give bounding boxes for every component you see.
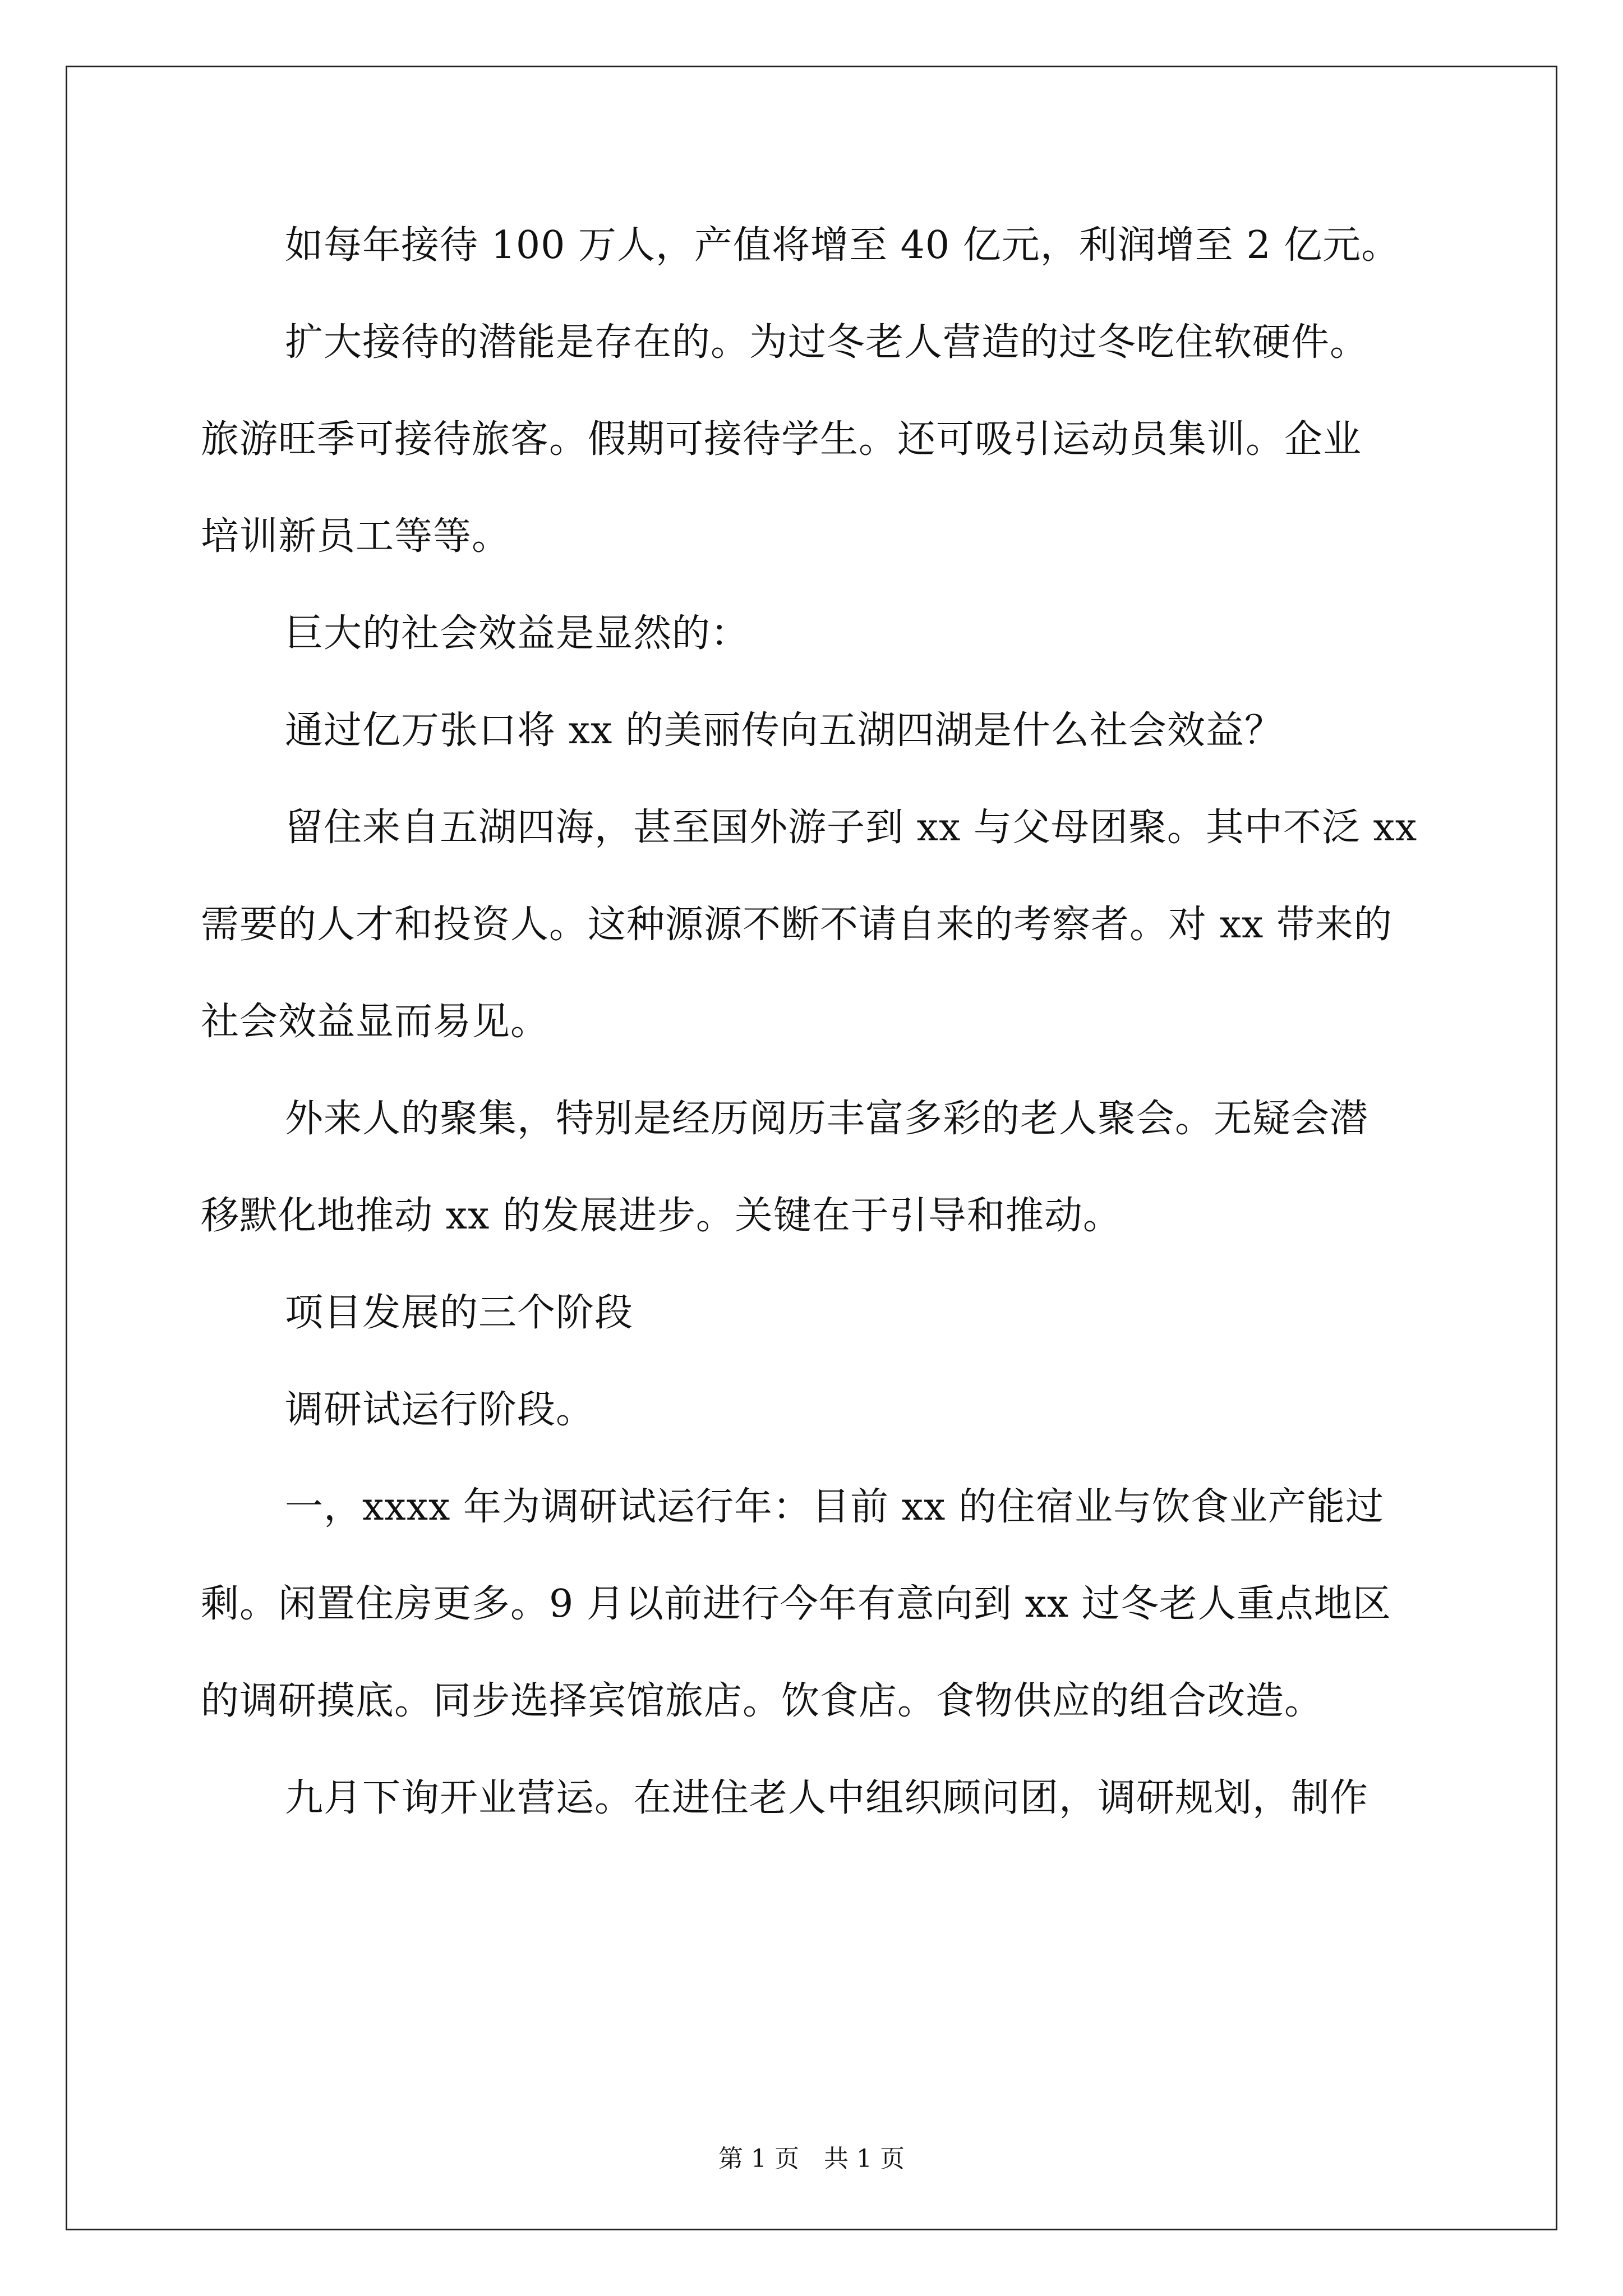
paragraph-line: 通过亿万张口将 xx 的美丽传向五湖四湖是什么社会效益？ <box>285 708 1283 753</box>
page-number-footer: 第 1 页 共 1 页 <box>718 2145 905 2173</box>
paragraph-line: 培训新员工等等。 <box>201 514 511 559</box>
paragraph-line: 巨大的社会效益是显然的： <box>285 611 750 656</box>
paragraph-line: 剩。闲置住房更多。9 月以前进行今年有意向到 xx 过冬老人重点地区 <box>201 1582 1391 1626</box>
paragraph-line: 旅游旺季可接待旅客。假期可接待学生。还可吸引运动员集训。企业 <box>201 417 1362 462</box>
paragraph-line: 社会效益显而易见。 <box>201 1000 550 1044</box>
paragraph-line: 如每年接待 100 万人，产值将增至 40 亿元，利润增至 2 亿元。 <box>285 223 1400 268</box>
paragraph-line: 移默化地推动 xx 的发展进步。关键在于引导和推动。 <box>201 1194 1122 1238</box>
paragraph-line: 留住来自五湖四海，甚至国外游子到 xx 与父母团聚。其中不泛 xx <box>285 806 1418 850</box>
section-heading: 项目发展的三个阶段 <box>285 1291 634 1335</box>
paragraph-line: 的调研摸底。同步选择宾馆旅店。饮食店。食物供应的组合改造。 <box>201 1679 1324 1723</box>
subsection-heading: 调研试运行阶段。 <box>285 1388 595 1432</box>
paragraph-line: 九月下询开业营运。在进住老人中组织顾问团，调研规划，制作 <box>285 1776 1369 1820</box>
paragraph-line: 外来人的聚集，特别是经历阅历丰富多彩的老人聚会。无疑会潜 <box>285 1097 1369 1141</box>
document-body <box>201 218 1435 1867</box>
paragraph-line: 扩大接待的潜能是存在的。为过冬老人营造的过冬吃住软硬件。 <box>285 320 1369 365</box>
paragraph-line: 需要的人才和投资人。这种源源不断不请自来的考察者。对 xx 带来的 <box>201 903 1393 947</box>
paragraph-line: 一，xxxx 年为调研试运行年：目前 xx 的住宿业与饮食业产能过 <box>285 1485 1384 1529</box>
